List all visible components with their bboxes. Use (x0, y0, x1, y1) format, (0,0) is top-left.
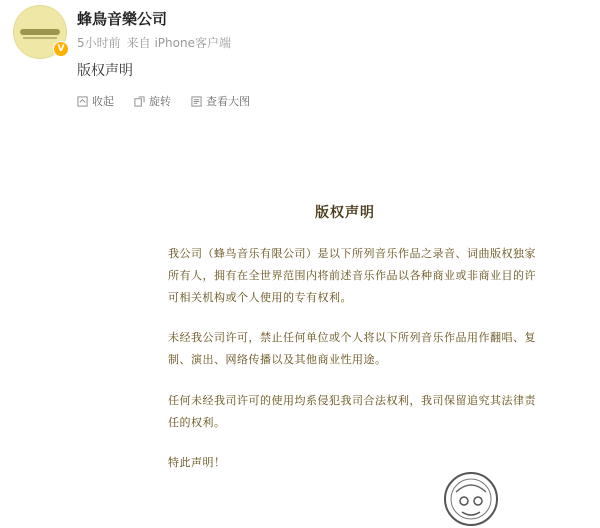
brand-logo-underline (23, 37, 57, 39)
brand-logo-icon (20, 29, 60, 35)
collapse-icon (77, 96, 88, 107)
document-paragraph: 未经我公司许可，禁止任何单位或个人将以下所列音乐作品用作翻唱、复制、演出、网络传播以及其他商业性用途。 (168, 331, 536, 366)
view-large-label: 查看大图 (206, 95, 250, 108)
post-text: 版权声明 (77, 63, 133, 79)
author-name[interactable]: 蜂鳥音樂公司 (77, 10, 168, 28)
collapse-button[interactable] (77, 93, 114, 109)
document-title: 版权声明 (315, 205, 375, 221)
view-large-icon (191, 96, 202, 107)
company-seal-icon (442, 470, 500, 528)
rotate-label: 旋转 (149, 95, 171, 108)
rotate-icon (134, 96, 145, 107)
verified-icon: V (53, 41, 69, 57)
post-time[interactable]: 5小时前 (77, 36, 121, 50)
post-source: 来自 iPhone客户端 (126, 36, 231, 50)
view-large-button[interactable] (191, 93, 250, 109)
post-meta (77, 34, 231, 51)
image-actions-bar (77, 93, 250, 109)
rotate-button[interactable] (134, 93, 171, 109)
document-paragraph: 我公司（蜂鸟音乐有限公司）是以下所列音乐作品之录音、词曲版权独家所有人，拥有在全世界范围内将前述音乐作品以各种商业或非商业目的许可相关机构或个人使用的专有权利。 (168, 247, 536, 304)
collapse-label: 收起 (92, 95, 114, 108)
document-paragraph: 特此声明！ (168, 456, 226, 469)
document-paragraph: 任何未经我司许可的使用均系侵犯我司合法权利，我司保留追究其法律责任的权利。 (168, 394, 536, 429)
